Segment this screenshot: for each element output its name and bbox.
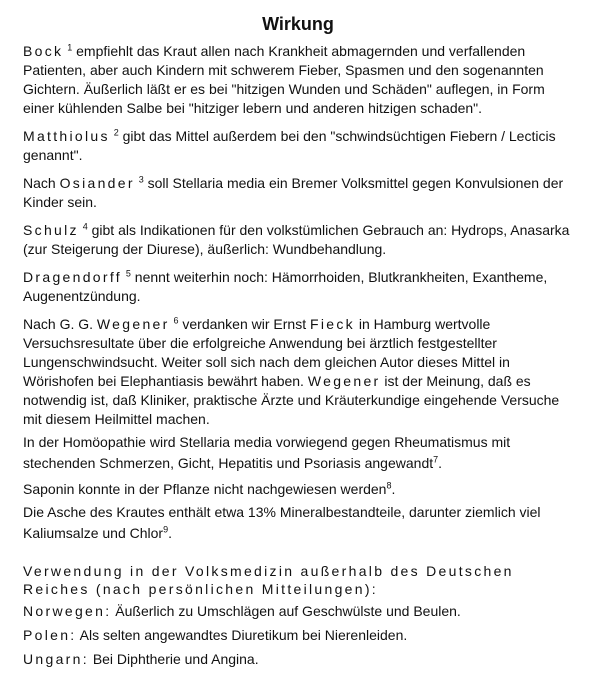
paragraph-text: gibt als Indikationen für den volkstümlichen Gebrauch an: Hydrops, Anasarka (zur Steigerung der Diurese), äußerlich: Wundbehandlung. [23,222,570,257]
paragraph-prefix: Nach [23,175,56,191]
paragraph-schulz [23,221,573,259]
footnote-ref: 3 [138,174,144,185]
section-heading: Verwendung in der Volksmedizin außerhalb des Deutschen Reiches (nach persönlichen Mitteilungen): [23,563,514,597]
list-item [23,626,573,645]
paragraph-prefix: Nach G. G. [23,316,94,332]
list-item [23,650,573,669]
paragraph-text: in Hamburg wertvolle Versuchsresultate über die erfolgreiche Anwendung bei ärztlich festgestellter Lungenschwindsucht. Weiter soll sich nach dem gleichen Autor dieses Mittel in Wörishofen bei Elephantiasis bewährt haben. [23,316,510,389]
paragraph-text: verdanken wir Ernst [182,316,307,332]
paragraph-end: . [438,455,443,471]
paragraph-text: In der Homöopathie wird Stellaria media vorwiegend gegen Rheumatismus mit stechenden Schmerzen, Gicht, Hepatitis und Psoriasis angewandt [23,434,511,471]
author-name: Schulz [23,222,79,238]
author-name: Bock [23,43,64,59]
paragraph-matthiolus [23,127,573,165]
paragraph-text: nennt weiterhin noch: Hämorrhoiden, Blutkrankheiten, Exantheme, Augenentzündung. [23,269,548,304]
entry-text: Als selten angewandtes Diuretikum bei Nierenleiden. [79,627,408,643]
paragraph-asche [23,502,573,544]
list-item [23,602,573,621]
footnote-ref: 8 [386,480,392,491]
entry-text: Bei Diphtherie und Angina. [92,651,259,667]
country-name: Polen: [23,627,77,643]
volksmedizin-section [23,562,573,669]
footnote-ref: 1 [67,42,73,53]
paragraph-osiander [23,174,573,212]
footnote-ref: 6 [173,315,179,326]
author-name: Wegener [96,316,170,332]
paragraph-homoeopathie [23,432,573,474]
page-title: Wirkung [262,14,334,34]
paragraph-text: empfiehlt das Kraut allen nach Krankheit abmagernden und verfallenden Patienten, aber auch Kindern mit schwerem Fieber, Spasmen und den sogenannten Gichtern. Äußerlich läßt er es bei "hitzigen Wunden und Schäden" auflegen, in Form einer kühlenden Salbe bei "hitziger lebern und anderen hitzigen schaden". [23,43,545,116]
paragraph-text: Die Asche des Krautes enthält etwa 13% Mineralbestandteile, darunter ziemlich viel Kaliumsalze und Chlor [23,504,541,541]
paragraph-text: soll Stellaria media ein Bremer Volksmittel gegen Konvulsionen der Kinder sein. [23,175,564,210]
footnote-ref: 2 [113,127,119,138]
paragraph-end: . [391,481,396,497]
paragraph-text: gibt das Mittel außerdem bei den "schwindsüchtigen Fiebern / Lecticis genannt". [23,128,556,163]
paragraph-wegener [23,315,573,429]
author-name: Dragendorff [23,269,122,285]
country-name: Norwegen: [23,603,112,619]
author-name: Osiander [59,175,135,191]
paragraph-end: . [168,525,172,541]
paragraph-text: Saponin konnte in der Pflanze nicht nachgewiesen werden [23,481,387,497]
paragraph-text: ist der Meinung, daß es notwendig ist, daß Kliniker, praktische Ärzte und Kräuterkundige eingehende Versuche mit diesem Heilmittel machen. [23,373,560,427]
paragraph-bock [23,42,573,118]
footnote-ref: 5 [125,268,131,279]
author-name: Matthiolus [23,128,110,144]
footnote-ref: 4 [82,221,88,232]
author-name: Wegener [307,373,381,389]
author-name: Fieck [309,316,355,332]
entry-text: Äußerlich zu Umschlägen auf Geschwülste und Beulen. [115,603,461,619]
footnote-ref: 7 [433,454,439,465]
footnote-ref: 9 [163,524,169,535]
country-name: Ungarn: [23,651,89,667]
paragraph-saponin [23,480,573,499]
paragraph-dragendorff [23,268,573,306]
